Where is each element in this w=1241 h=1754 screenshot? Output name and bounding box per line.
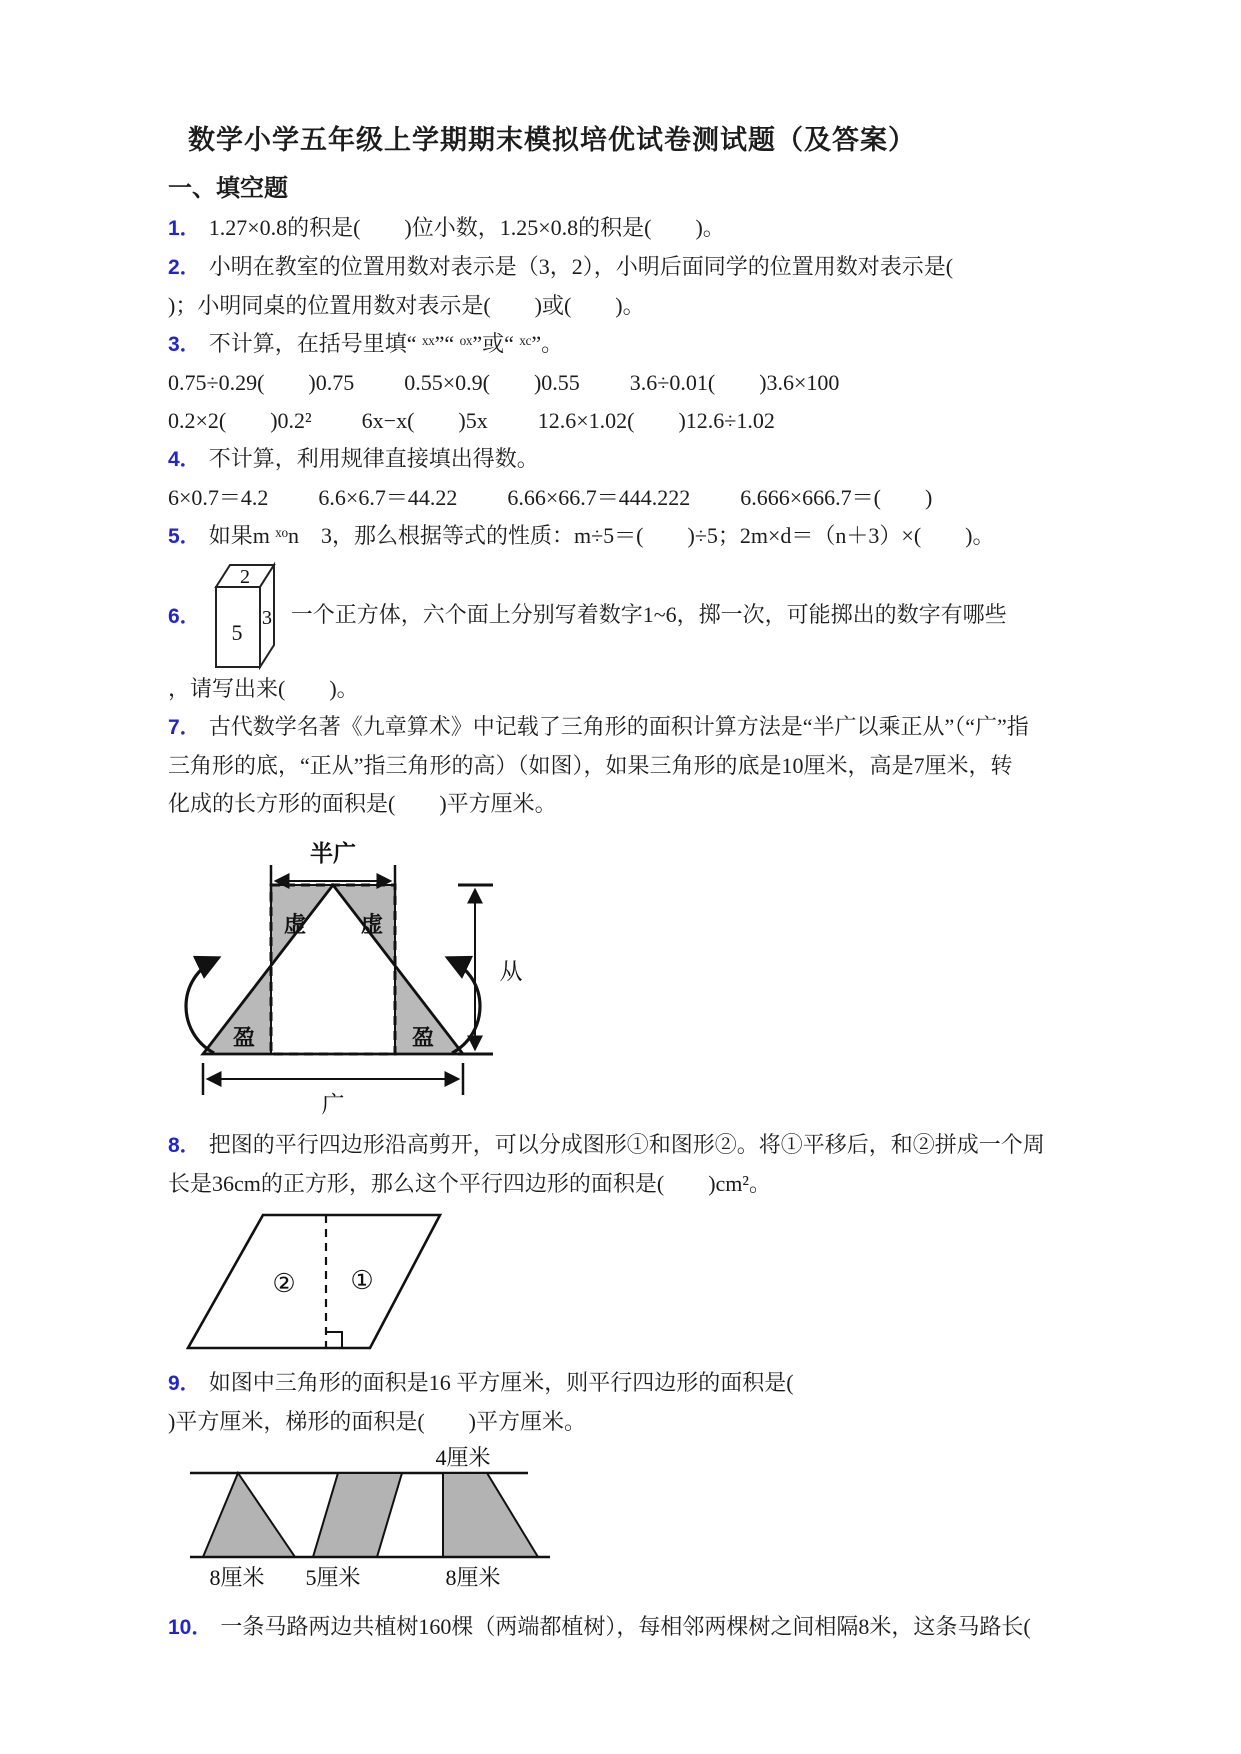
right-angle-mark [326,1332,342,1348]
compare-item: 0.55×0.9( )0.55 [404,370,580,395]
question-7-line2 [168,747,1101,785]
cong-label: 从 [499,959,523,984]
question-10 [168,1608,1101,1647]
question-1-text: 1.27×0.8的积是( )位小数，1.25×0.8的积是( )。 [208,215,725,240]
pattern-item: 6.66×66.7＝444.222 [507,485,691,510]
parallelogram-outline [188,1215,440,1348]
cube-side-label: 3 [261,607,272,629]
question-4-number: 4． [168,448,201,471]
ying-left-label: 盈 [232,1025,256,1050]
question-7-line1 [168,708,1101,747]
question-7-line3 [168,785,1101,823]
guang-label: 广 [321,1092,345,1117]
triangle-transform-figure [168,829,1101,1122]
question-3-compare-row2 [168,402,1101,440]
question-8-text1: 把图的平行四边形沿高剪开，可以分成图形①和图形②。将①平移后，和②拼成一个周 [208,1132,1045,1157]
triangle-base-label: 8厘米 [209,1565,265,1590]
compare-item: 0.75÷0.29( )0.75 [168,370,355,395]
pattern-item: 6.6×6.7＝44.22 [318,485,458,510]
question-4-pattern-row [168,479,1101,517]
question-6 [168,560,1101,670]
question-1 [168,209,1101,248]
question-4-text: 不计算，利用规律直接填出得数。 [208,446,539,471]
top-width-label: 4厘米 [435,1445,491,1470]
question-2-number: 2． [168,256,201,279]
compare-item: 3.6÷0.01( )3.6×100 [629,370,840,395]
question-1-number: 1． [168,217,201,240]
cube-figure [213,560,277,670]
pattern-item: 6.666×666.7＝( ) [740,485,933,510]
gray-parallelogram [313,1473,402,1557]
question-6-text: 一个正方体，六个面上分别写着数字1~6，掷一次，可能掷出的数字有哪些 [290,602,1007,627]
question-7-text1: 古代数学名著《九章算术》中记载了三角形的面积计算方法是“半广以乘正从”（“广”指 [208,714,1029,739]
question-5 [168,517,1101,556]
trapezoid-base-label: 8厘米 [445,1565,501,1590]
question-5-number: 5． [168,525,201,548]
question-7-text2: 三角形的底，“正从”指三角形的高）（如图），如果三角形的底是10厘米，高是7厘米，转 [168,753,1013,778]
parallel-lines-shapes-figure [185,1443,1101,1606]
question-8-line1 [168,1126,1101,1165]
question-8-line2 [168,1165,1101,1203]
question-9-text2: )平方厘米，梯形的面积是( )平方厘米。 [168,1409,586,1434]
parallelogram-base-label: 5厘米 [305,1565,361,1590]
compare-item: 6x−x( )5x [361,408,488,433]
question-6-number: 6． [168,605,201,628]
compare-item: 0.2×2( )0.2² [168,408,312,433]
question-3-number: 3． [168,333,201,356]
question-10-text: 一条马路两边共植树160棵（两端都植树），每相邻两棵树之间相隔8米，这条马路长( [220,1614,1031,1639]
question-3 [168,325,1101,364]
question-4 [168,440,1101,479]
cube-front-label: 5 [231,620,243,645]
pattern-item: 6×0.7＝4.2 [168,485,269,510]
question-7-text3: 化成的长方形的面积是( )平方厘米。 [168,791,557,816]
question-10-number: 10． [168,1616,213,1639]
parallel-lines-svg [185,1443,565,1601]
question-9-text1: 如图中三角形的面积是16 平方厘米，则平行四边形的面积是( [208,1370,794,1395]
compare-item: 12.6×1.02( )12.6÷1.02 [537,408,775,433]
question-3-text: 不计算，在括号里填“ ˣˣ”“ ᵒˣ”或“ ˣᶜ”。 [208,331,564,356]
question-6-text2: ，请写出来( )。 [168,676,359,701]
section-heading: 一、填空题 [168,176,288,202]
triangle-transform-svg [168,829,530,1117]
parallelogram-svg [180,1207,460,1357]
question-3-compare-row1 [168,364,1101,402]
question-8-text2: 长是36cm的正方形，那么这个平行四边形的面积是( )cm²。 [168,1171,772,1196]
question-9-line1 [168,1364,1101,1403]
question-7-number: 7． [168,716,201,739]
question-8-number: 8． [168,1134,201,1157]
piece-1-label: ① [350,1266,374,1295]
gray-trapezoid [443,1473,538,1557]
question-5-text: 如果m ˣᵒn 3，那么根据等式的性质：m÷5＝( )÷5；2m×d＝（n＋3）×( )。 [208,523,995,548]
piece-2-label: ② [272,1269,296,1298]
ying-right-label: 盈 [411,1025,435,1050]
question-9-line2 [168,1403,1101,1441]
half-guang-label: 半广 [310,841,356,866]
parallelogram-figure [180,1207,1101,1362]
xu-left-label: 虚 [283,912,307,937]
question-6-line2 [168,670,1101,708]
question-2-text2: )；小明同桌的位置用数对表示是( )或( )。 [168,293,645,318]
question-2-line2 [168,287,1101,325]
cube-top-label: 2 [239,566,250,588]
question-9-number: 9． [168,1372,201,1395]
question-2-text1: 小明在教室的位置用数对表示是（3，2），小明后面同学的位置用数对表示是( [208,254,954,279]
gray-triangle [203,1473,295,1557]
paper-title: 数学小学五年级上学期期末模拟培优试卷测试题（及答案） [188,125,916,155]
xu-right-label: 虚 [360,912,384,937]
question-2-line1 [168,248,1101,287]
